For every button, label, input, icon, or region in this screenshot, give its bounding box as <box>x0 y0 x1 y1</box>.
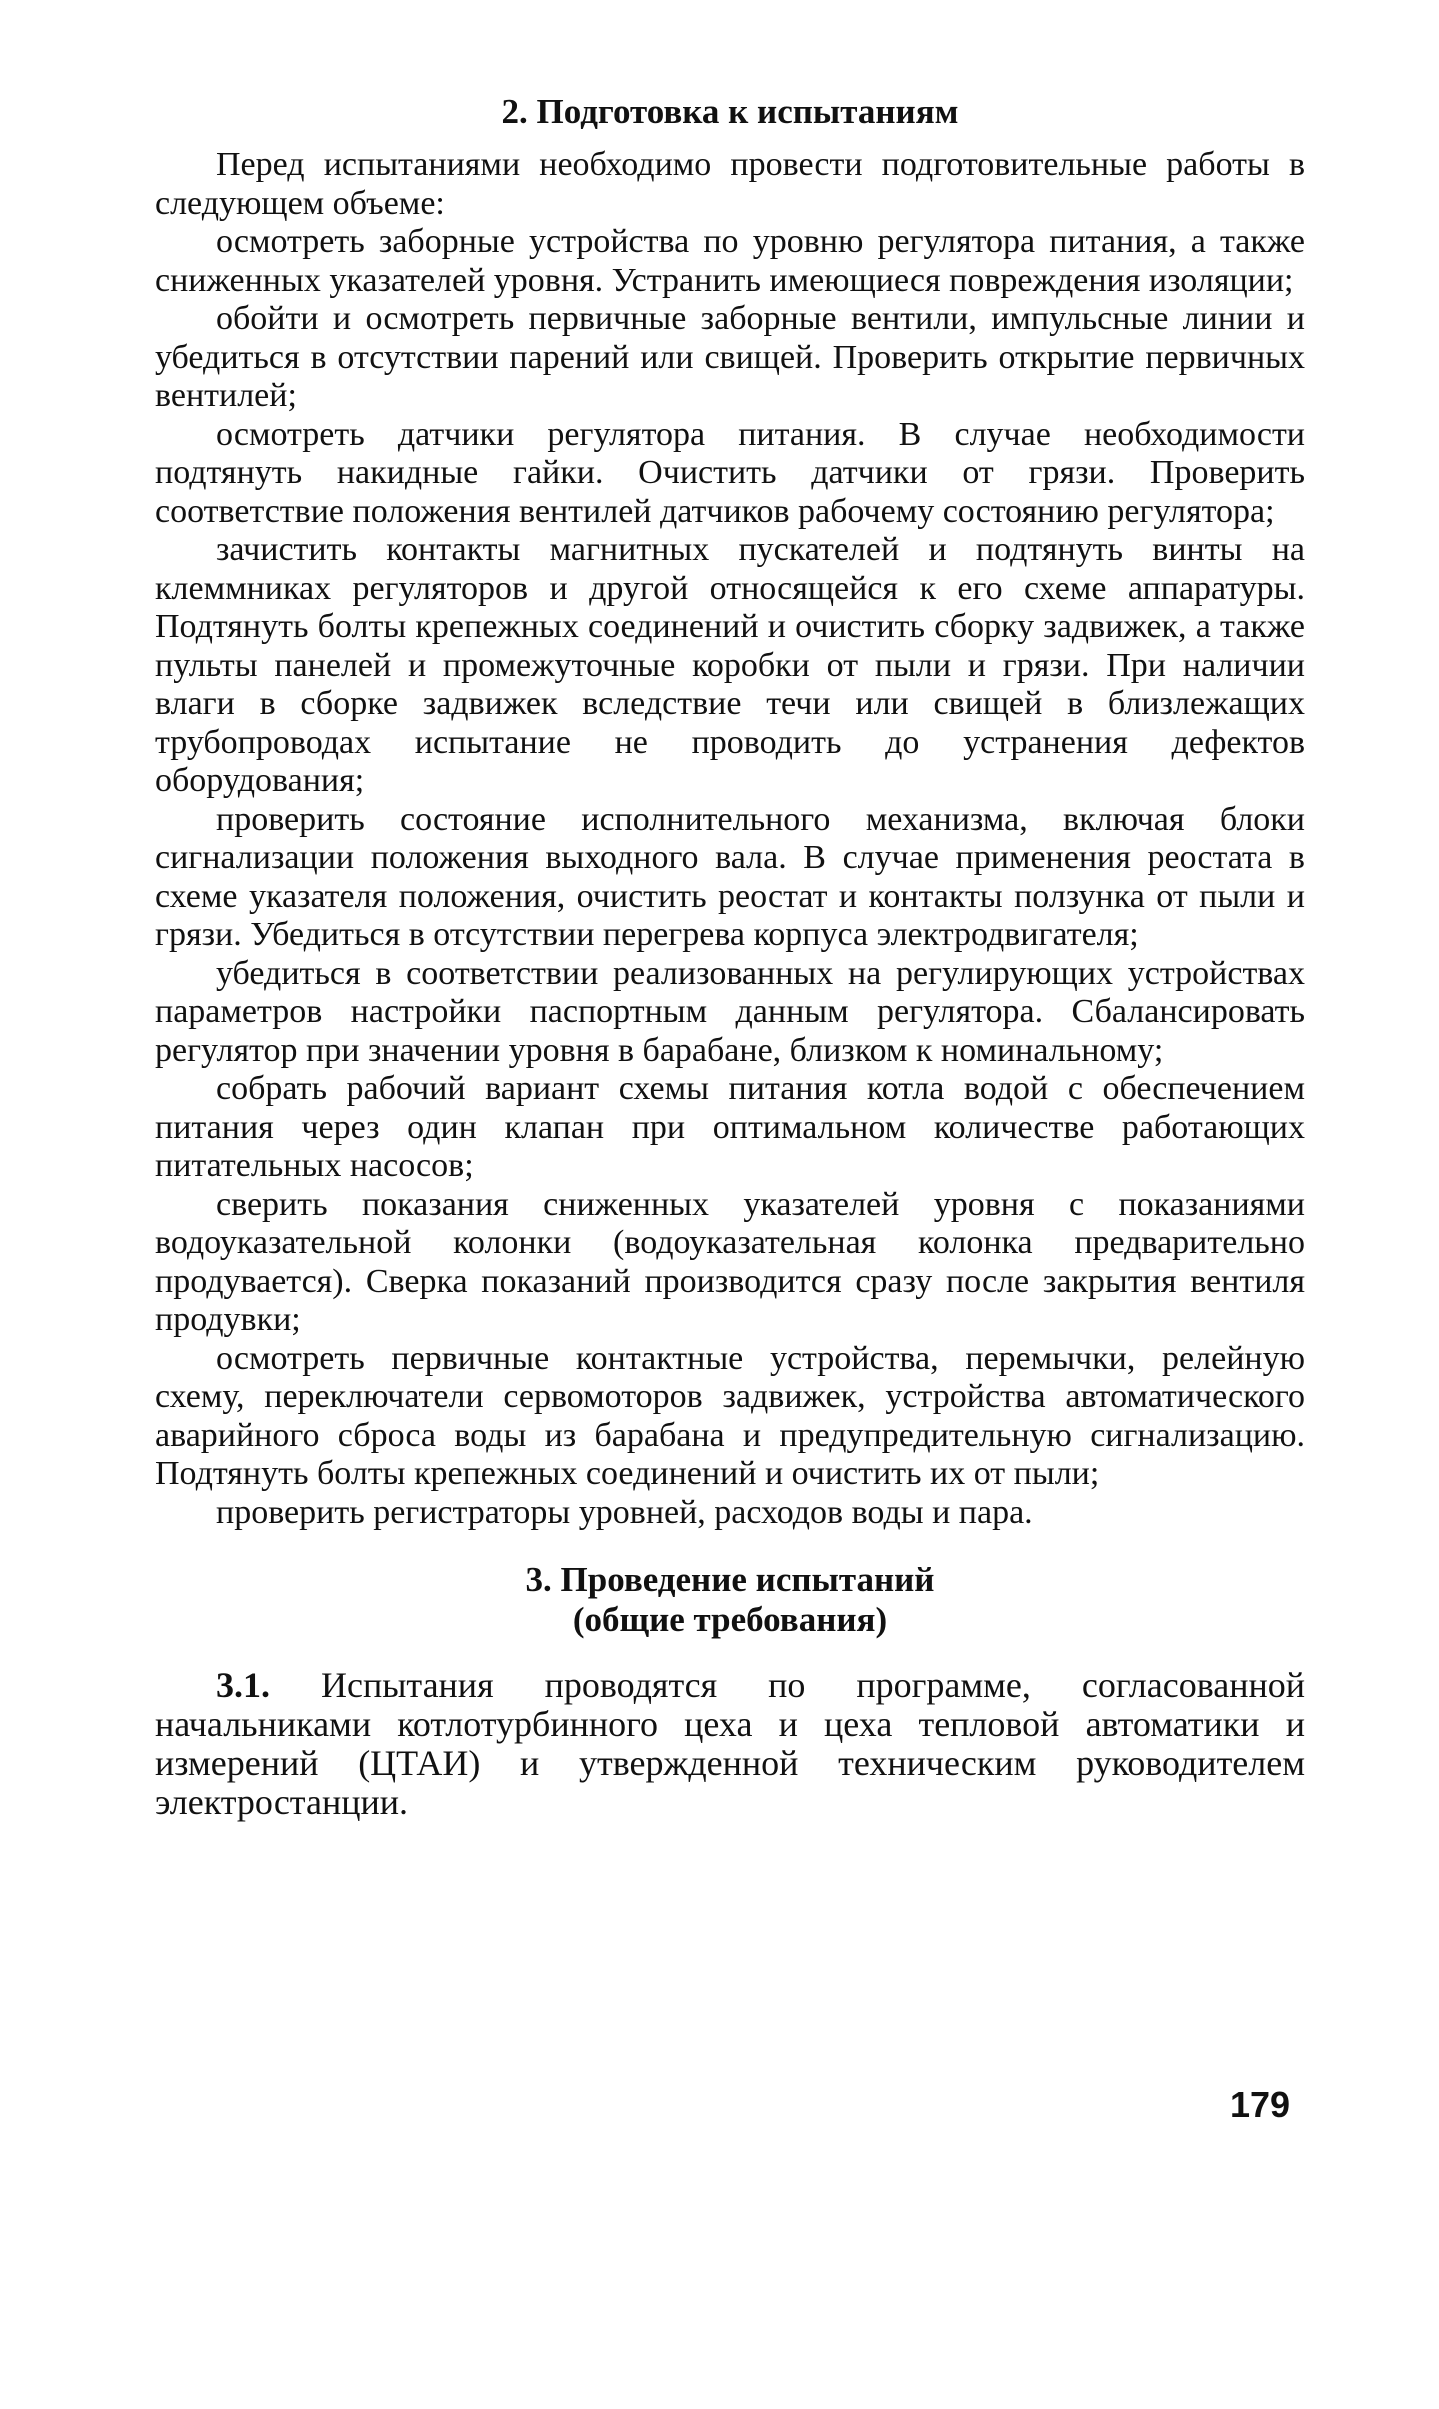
paragraph-3-1 <box>155 1666 1305 1822</box>
paragraph-item-7: собрать рабочий вариант схемы питания котла водой с обеспечением питания через один клапан при оптимальном количестве работающих питательных насосов; <box>155 1070 1305 1184</box>
paragraph-item-5: проверить состояние исполнительного механизма, включая блоки сигнализации положения выходного вала. В случае применения реостата в схеме указателя положения, очистить реостат и контакты ползунка от пыли и грязи. Убедиться в отсутствии перегрева корпуса электродвигателя; <box>155 800 1305 953</box>
paragraph-item-9: осмотреть первичные контактные устройства, перемычки, релейную схему, переключатели сервомоторов задвижек, устройства автоматического аварийного сброса воды из барабана и предупредительную сигнализацию. Подтянуть болты крепежных соединений и очистить их от пыли; <box>155 1339 1305 1492</box>
paragraph-item-3: осмотреть датчики регулятора питания. В случае необходимости подтянуть накидные гайки. Очистить датчики от грязи. Проверить соответствие положения вентилей датчиков рабочему состоянию регулятора; <box>155 415 1305 530</box>
paragraph-item-8: сверить показания сниженных указателей уровня с показаниями водоуказательной колонки (водоуказательная колонка предварительно продувается). Сверка показаний производится сразу после закрытия вентиля продувки; <box>155 1185 1305 1338</box>
page-number: 179 <box>1230 2084 1291 2125</box>
paragraph-intro: Перед испытаниями необходимо провести подготовительные работы в следующем объеме: <box>155 146 1305 222</box>
section-3-subtitle: (общие требования) <box>572 1600 888 1639</box>
paragraph-item-10: проверить регистраторы уровней, расходов воды и пара. <box>216 1493 1033 1531</box>
page-body <box>155 92 1305 1822</box>
item-number: 3.1. <box>216 1665 270 1705</box>
paragraph-item-2: обойти и осмотреть первичные заборные вентили, импульсные линии и убедиться в отсутствии парений или свищей. Проверить открытие первичных вентилей; <box>155 300 1305 414</box>
paragraph-item-6: убедиться в соответствии реализованных на регулирующих устройствах параметров настройки паспортным данным регулятора. Сбалансировать регулятор при значении уровня в барабане, близком к номинальному; <box>155 954 1305 1069</box>
section-3-heading <box>155 1560 1305 1640</box>
section-2-heading: 2. Подготовка к испытаниям <box>501 92 959 131</box>
section-3-title: 3. Проведение испытаний <box>525 1560 935 1599</box>
item-text: Испытания проводятся по программе, согласованной начальниками котлотурбинного цеха и цеха тепловой автоматики и измерений (ЦТАИ) и утвержденной техническим руководителем электростанции. <box>155 1665 1305 1822</box>
paragraph-item-4: зачистить контакты магнитных пускателей и подтянуть винты на клеммниках регуляторов и другой относящейся к его схеме аппаратуры. Подтянуть болты крепежных соединений и очистить сборку задвижек, а также пульты панелей и промежуточные коробки от пыли и грязи. При наличии влаги в сборке задвижек вследствие течи или свищей в близлежащих трубопроводах испытание не проводить до устранения дефектов оборудования; <box>155 531 1305 799</box>
paragraph-item-1: осмотреть заборные устройства по уровню регулятора питания, а также сниженных указателей уровня. Устранить имеющиеся повреждения изоляции; <box>155 223 1305 299</box>
